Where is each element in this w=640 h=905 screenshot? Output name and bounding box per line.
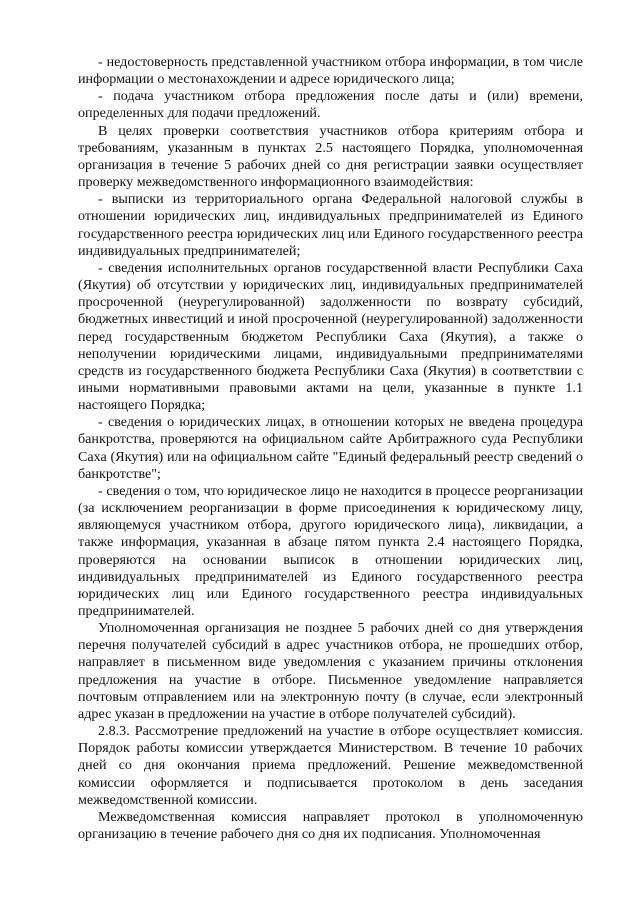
paragraph-protocol-transfer: Межведомственная комиссия направляет протокол в уполномоченную организацию в течение рабочего дня со дня их подписания. Уполномоченная (78, 808, 583, 843)
paragraph-tax-registry-extracts: - выписки из территориального органа Федеральной налоговой службы в отношении юридических лиц, индивидуальных предпринимателей из Единого государственного реестра юридических лиц или Единого государственного реестра индивидуальных предпринимателей; (78, 191, 583, 259)
document-page (78, 54, 583, 843)
paragraph-bankruptcy-information: - сведения о юридических лицах, в отношении которых не введена процедура банкротства, проверяются на официальном сайте Арбитражного суда Республики Саха (Якутия) или на официальном сайте "Единый федеральный реестр сведений о банкротстве"; (78, 414, 583, 482)
paragraph-late-submission: - подача участником отбора предложения после даты и (или) времени, определенных для подачи предложений. (78, 88, 583, 122)
paragraph-unreliable-information: - недостоверность представленной участником отбора информации, в том числе информации о местонахождении и адресе юридического лица; (78, 54, 583, 88)
paragraph-commission-review: 2.8.3. Рассмотрение предложений на участие в отборе осуществляет комиссия. Порядок работы комиссии утверждается Министерством. В течение 10 рабочих дней со дня окончания приема предложений. Решение межведомственной комиссии оформляется и подписывается протоколом в день заседания межведомственной комиссии. (78, 723, 583, 808)
paragraph-rejection-notice: Уполномоченная организация не позднее 5 рабочих дней со дня утверждения перечня получателей субсидий в адрес участников отбора, не прошедших отбор, направляет в письменном виде уведомления с указанием причины отклонения предложения на участие в отборе. Письменное уведомление направляется почтовым отправлением или на электронную почту (в случае, если электронный адрес указан в предложении на участие в отборе получателей субсидий). (78, 620, 583, 722)
paragraph-reorganization-information: - сведения о том, что юридическое лицо не находится в процессе реорганизации (за исключением реорганизации в форме присоединения к юридическому лицу, являющемуся участником отбора, другого юридического лица), ликвидации, а также информация, указанная в абзаце пятом пункта 2.4 настоящего Порядка, проверяются на основании выписок в отношении юридических лиц, индивидуальных предпринимателей из Единого государственного реестра юридических лиц или Единого государственного реестра индивидуальных предпринимателей. (78, 482, 583, 619)
paragraph-debt-information: - сведения исполнительных органов государственной власти Республики Саха (Якутия) об отсутствии у юридических лиц, индивидуальных предпринимателей просроченной (неурегулированной) задолженности по возврату субсидий, бюджетных инвестиций и иной просроченной (неурегулированной) задолженности перед государственным бюджетом Республики Саха (Якутия), а также о неполучении юридическими лицами, индивидуальными предпринимателями средств из государственного бюджета Республики Саха (Якутия) в соответствии с иными нормативными правовыми актами на цели, указанные в пункте 1.1 настоящего Порядка; (78, 259, 583, 414)
paragraph-verification-intro: В целях проверки соответствия участников отбора критериям отбора и требованиям, указанным в пунктах 2.5 настоящего Порядка, уполномоченная организация в течение 5 рабочих дней со дня регистрации заявки осуществляет проверку межведомственного информационного взаимодействия: (78, 122, 583, 191)
